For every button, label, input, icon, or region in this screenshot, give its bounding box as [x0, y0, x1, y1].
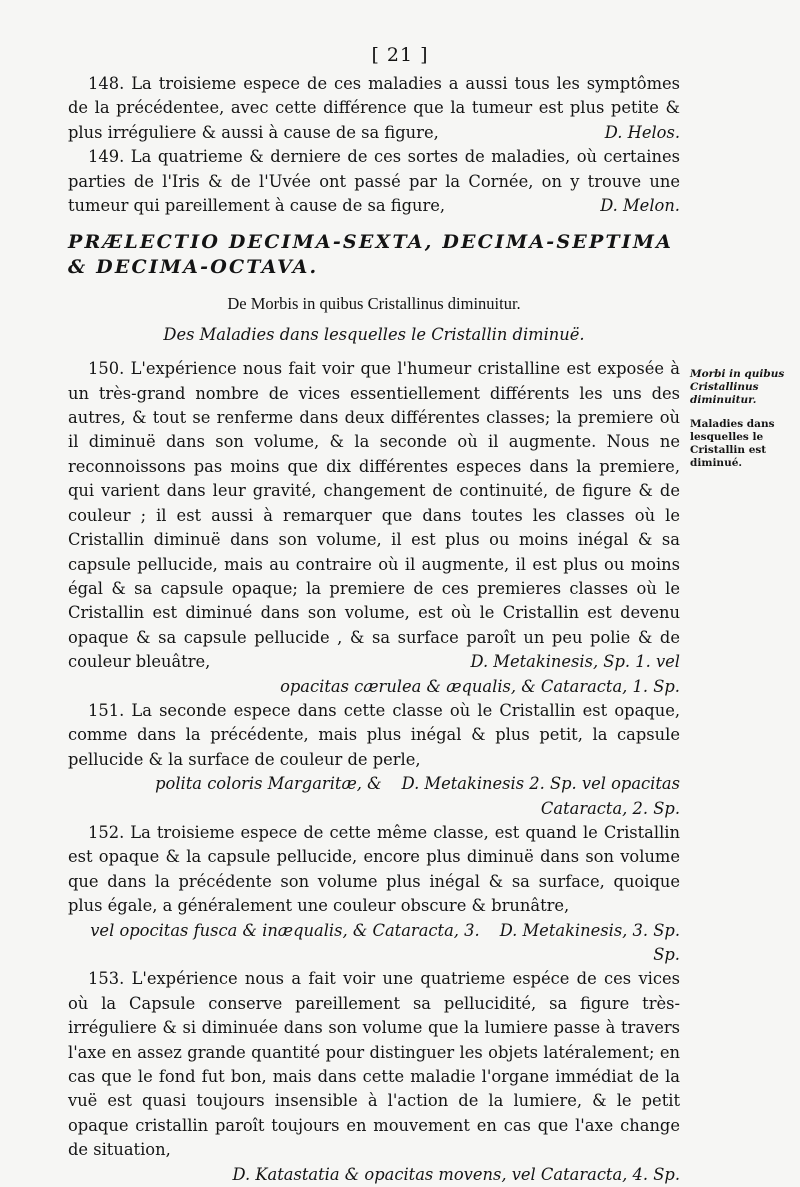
- paragraph-151-reference-cont: polita coloris Margaritæ, & Cataracta, 2. Sp.: [155, 774, 680, 818]
- subheading-latin: De Morbis in quibus Cristallinus diminuitur.: [227, 294, 521, 314]
- paragraph-151-text: 151. La seconde espece dans cette classe où le Cristallin est opaque, comme dans la précédente, mais plus inégal & plus petit, la capsule pellucide & la surface de couleur de perle,: [68, 700, 680, 769]
- paragraph-148-reference: D. Helos.: [604, 122, 680, 142]
- paragraph-151-reference: D. Metakinesis 2. Sp. vel opacitas: [401, 774, 680, 794]
- paragraph-153: [68, 967, 680, 1187]
- paragraph-150: [68, 357, 680, 699]
- paragraph-151: [68, 699, 680, 821]
- paragraph-148-text: 148. La troisieme espece de ces maladies a aussi tous les symptômes de la précédentee, avec cette différence que la tumeur est plus petite & plus irréguliere & aussi à cause de sa figure,: [68, 74, 680, 142]
- paragraph-149: [68, 145, 680, 218]
- main-text-column: [68, 72, 680, 1187]
- paragraph-153-text: 153. L'expérience nous a fait voir une quatrieme espéce de ces vices où la Capsule conserve pareillement sa pellucidité, sa figure très-irréguliere & si diminuée dans son volume que la lumiere passe à travers l'axe en assez grande quantité pour distinguer les objets latéralement; en cas que le fond fut bon, mais dans cette maladie l'organe immédiat de la vuë est quasi toujours insensible à l'action de la lumiere, & le petit opaque cristallin paroît toujours en mouvement en cas que l'axe change de situation,: [68, 969, 680, 1160]
- paragraph-149-text: 149. La quatrieme & derniere de ces sortes de maladies, où certaines parties de l'Iris & de l'Uvée ont passé par la Cornée, on y trouve une tumeur qui pareillement à cause de sa figure,: [68, 147, 680, 216]
- paragraph-152-text: 152. La troisieme espece de cette même classe, est quand le Cristallin est opaque & la capsule pellucide, encore plus diminuë dans son volume que dans la précédente son volume plus inégal & sa surface, quoique plus égale, a généralement une couleur obscure & brunâtre,: [68, 822, 680, 916]
- paragraph-150-text: 150. L'expérience nous fait voir que l'humeur cristalline est exposée à un très-grand nombre de vices essentiellement différents les uns des autres, & tout se renferme dans deux différentes classes; la premiere où il diminuë dans son volume, & la seconde où il augmente. Nous ne reconnoissons pas moins que dix différentes especes dans la premiere, qui varient dans leur gravité, changement de continuité, de figure & de couleur ; il est aussi à remarquer que dans toutes les classes où le Cristallin diminuë dans son volume, il est plus ou moins inégal & sa capsule pellucide, mais au contraire où il augmente, il est plus ou moins égal & sa capsule opaque; la premiere de ces premieres classes où le Cristallin est diminué dans son volume, est où le Cristallin est devenu opaque & sa capsule pellucide , & sa surface paroît un peu polie & de couleur bleuâtre,: [68, 359, 680, 672]
- paragraph-152-reference: D. Metakinesis, 3. Sp.: [499, 920, 680, 940]
- page-number: [ 21 ]: [371, 44, 429, 66]
- paragraph-153-reference: D. Katastatia & opacitas movens, vel Cataracta, 4. Sp.: [232, 1164, 680, 1184]
- paragraph-148: [68, 72, 680, 145]
- marginal-note-latin: Morbi in quibus Cristallinus diminuitur.: [690, 368, 785, 406]
- paragraph-150-reference: D. Metakinesis, Sp. 1. vel: [470, 652, 680, 672]
- paragraph-149-reference: D. Melon.: [600, 196, 680, 216]
- paragraph-152-reference-cont: vel opocitas fusca & inæqualis, & Cataracta, 3. Sp.: [90, 920, 680, 964]
- marginal-note-french: Maladies dans lesquelles le Cristallin est diminué.: [690, 418, 775, 469]
- subheading-french: Des Maladies dans lesquelles le Cristallin diminuë.: [163, 324, 585, 344]
- paragraph-152: [68, 821, 680, 967]
- paragraph-150-reference-cont: opacitas cærulea & æqualis, & Cataracta, 1. Sp.: [280, 676, 680, 696]
- section-heading: PRÆLECTIO DECIMA-SEXTA, DECIMA-SEPTIMA & DECIMA-OCTAVA.: [68, 231, 674, 279]
